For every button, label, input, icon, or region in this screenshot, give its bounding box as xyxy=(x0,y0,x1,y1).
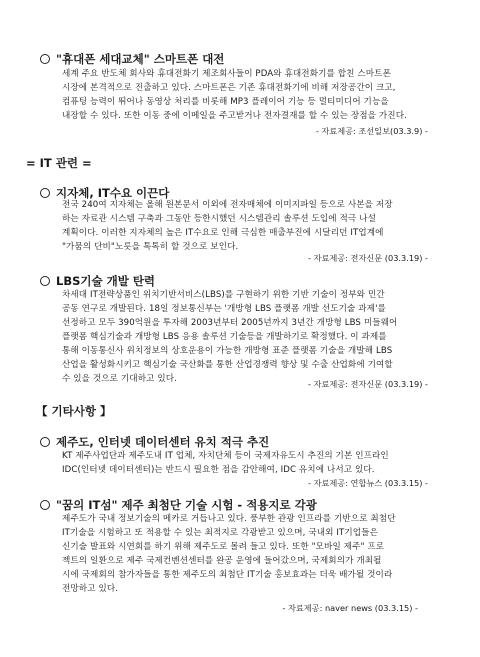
article-body-line: 젝트의 일환으로 제주 국제컨벤션센터를 완공 운영에 들어갔으며, 국제회의가 개최될 xyxy=(62,556,382,566)
article-body-line: 시장에 본격적으로 진출하고 있다. 스마트폰은 기존 휴대전화기에 비해 저장공간이 크고, xyxy=(62,83,396,93)
section-heading-etc: 【 기타사항 】 xyxy=(36,404,112,418)
circle-bullet-icon xyxy=(40,437,50,447)
circle-bullet-icon xyxy=(40,188,50,198)
article-body-line: 하는 자료관 시스템 구축과 그동안 등한시했던 시스템관리 솔루션 도입에 적극 나설 xyxy=(62,214,376,224)
article-body-line: 차세대 IT전략상품인 위치기반서비스(LBS)를 구현하기 위한 기반 기술이 정부와 민간 xyxy=(62,290,385,300)
article-body-line: IDC(인터넷 데이터센터)는 반드시 필요한 점을 감안해여, IDC 유치에 나서고 있다. xyxy=(62,465,375,475)
article-body-line: 전망하고 있다. xyxy=(62,584,119,594)
article-title-text: LBS기술 개발 탄력 xyxy=(56,274,156,288)
article-source: - 자료제공: 전자신문 (03.3.19) - xyxy=(308,379,428,389)
article-body-line: 시에 국제회의 참가자들을 통한 제주도의 최첨단 IT기술 홍보효과는 더욱 배가될 것이라 xyxy=(62,570,393,580)
article-body-line: 제주도가 국내 정보기술의 메카로 거듭나고 있다. 풍부한 관광 인프라를 기반으로 최첨단 xyxy=(62,514,396,524)
circle-bullet-icon xyxy=(40,276,50,286)
article-body-line: 전국 240여 지자체는 올해 원본문서 이외에 전자매체에 이미지파일 등으로 사본을 저장 xyxy=(62,200,393,210)
article-body-line: 내장할 수 있다. 또한 이동 중에 이메일을 주고받거나 전자결재를 할 수 있는 장점을 가진다. xyxy=(62,111,407,121)
article-body-line: 신기술 발표와 시연회를 하기 위해 제주도로 몰려 들고 있다. 또한 "모바일 제주" 프로 xyxy=(62,542,385,552)
circle-bullet-icon xyxy=(40,500,50,510)
article-title xyxy=(40,52,224,66)
article-title-text: "꿈의 IT섬" 제주 최첨단 기술 시험 - 적용지로 각광 xyxy=(56,498,317,512)
article-body-line: 공동 연구로 개발된다. 18일 정보통신부는 '개방형 LBS 플랫폼 개발 선도기술 과제'를 xyxy=(62,304,386,314)
article-title xyxy=(40,435,269,449)
article-body-line: 선정하고 모두 390억원을 투자해 2003년부터 2005년까지 3년간 개방형 LBS 미들웨어 xyxy=(62,318,398,328)
article-body-line: 통해 이동통신사 위치정보의 상호운용이 가능한 개방형 표준 플랫폼 기술을 개발해 LBS xyxy=(62,346,393,356)
article-title xyxy=(40,274,155,288)
article-source: - 자료제공: naver news (03.3.15) - xyxy=(282,603,418,613)
article-body-line: "가뭄의 단비"노릇을 톡톡히 할 것으로 보인다. xyxy=(62,242,239,252)
article-title-text: "휴대폰 세대교체" 스마트폰 대전 xyxy=(56,52,225,66)
article-body-line: KT 제주사업단과 제주도내 IT 업체, 자치단체 등이 국제자유도시 추진의 기본 인프라인 xyxy=(62,451,389,461)
circle-bullet-icon xyxy=(40,54,50,64)
article-title xyxy=(40,186,169,200)
article-body-line: 산업을 활성화시키고 핵심기술 국산화를 통한 산업경쟁력 향상 및 수출 산업화에 기여할 xyxy=(62,360,393,370)
article-body-line: IT기술을 시험하고 또 적용할 수 있는 최적지로 각광받고 있으며, 국내외 IT기업들은 xyxy=(62,528,378,538)
article-title xyxy=(40,498,317,512)
article-body-line: 컴퓨팅 능력이 뛰어나 동영상 처리를 비롯해 MP3 플레이어 기능 등 멀티미디어 기능을 xyxy=(62,97,389,107)
article-body-line: 세계 주요 반도체 회사와 휴대전화기 제조회사들이 PDA와 휴대전화기를 합친 스마트폰 xyxy=(62,69,391,79)
article-body-line: 계획이다. 이러한 지자체의 높은 IT수요로 인해 극심한 매출부진에 시달리던 IT업계에 xyxy=(62,228,384,238)
article-title-text: 제주도, 인터넷 데이터센터 유치 적극 추진 xyxy=(56,435,270,449)
article-source: - 자료제공: 조선일보(03.3.9) - xyxy=(315,126,428,136)
article-body-line: 수 있을 것으로 기대하고 있다. xyxy=(62,374,177,384)
section-heading-it: = IT 관련 = xyxy=(26,156,92,170)
article-body-line: 플랫폼 핵심기술과 개방형 LBS 응용 솔루션 기술등을 개발하기로 확정했다. 이 과제를 xyxy=(62,332,387,342)
article-source: - 자료제공: 전자신문 (03.3.19) - xyxy=(308,253,428,263)
article-title-text: 지자체, IT수요 이끈다 xyxy=(56,186,170,200)
article-source: - 자료제공: 연합뉴스 (03.3.15) - xyxy=(308,478,428,488)
